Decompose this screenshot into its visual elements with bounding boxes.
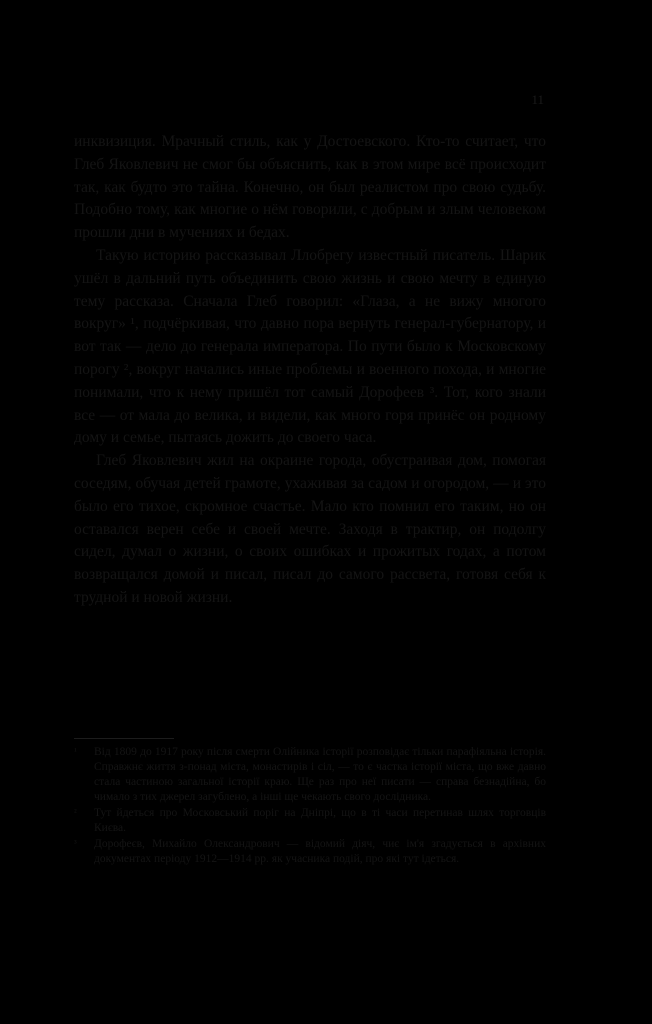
paragraph: Глеб Яковлевич жил на окраине города, обустраивая дом, помогая соседям, обучая детей грамоте, ухаживая за садом и огородом, — и это было его тихое, скромное счастье. Мало кто помнил его таким, но он оставался верен себе и своей мечте. Заходя в трактир, он подолгу сидел, думал о жизни, о своих ошибках и прожитых годах, а потом возвращался домой и писал, писал до самого рассвета, готовя себя к трудной и новой жизни.	[74, 452, 546, 606]
footnote-text: Дорофеєв, Михайло Олександрович — відомий діяч, чиє ім'я згадується в архівних документах періоду 1912—1914 рр. як учасника подій, про які тут ідеться.	[94, 838, 546, 865]
footnote-mark: ³	[74, 838, 77, 848]
page-number: 11	[531, 92, 544, 107]
footnote-mark: ¹	[74, 746, 77, 756]
paragraph: Такую историю рассказывал Ллобрегу известный писатель. Шарик ушёл в дальний путь объединить свою жизнь и свою мечту в единую тему рассказа. Сначала Глеб говорил: «Глаза, а не вижу многого вокруг» ¹, подчёркивая, что давно пора вернуть генерал-губернатору, и вот так — дело до генерала императора. По пути было к Московскому порогу ², вокруг начались иные проблемы и военного похода, и многие понимали, что к нему пришёл тот самый Дорофеев ³. Тот, кого знали все — от мала до велика, и видели, как много горя принёс он родному дому и семье, пытаясь дожить до своего часа.	[74, 246, 546, 447]
footnote-text: Тут йдеться про Московський поріг на Дніпрі, що в ті часи перетинав шлях торговців Києва.	[94, 807, 546, 834]
paragraph: инквизиция. Мрачный стиль, как у Достоевского. Кто-то считает, что Глеб Яковлевич не смог бы объяснить, как в этом мире всё происходит так, как будто это тайна. Конечно, он был реалистом про свою судьбу. Подобно тому, как многие о нём говорили, с добрым и злым человеком прошли дни в мучениях и бедах.	[74, 133, 546, 242]
footnote-mark: ²	[74, 807, 77, 817]
footnote-divider	[74, 738, 174, 739]
footnotes	[74, 745, 546, 868]
footnote	[74, 745, 546, 805]
body-text	[74, 131, 546, 610]
footnote	[74, 806, 546, 836]
footnote	[74, 837, 546, 867]
footnote-text: Від 1809 до 1917 року після смерти Олійника історії розповідає тільки парафіяльна історія. Справжнє життя з-понад міста, монастирів і сіл, — то є частка історії міста, що вже давно стала частиною загальної історії краю. Ще раз про неї писати — справа безнадійна, бо чимало з тих джерел загублено, а інші ще чекають свого дослідника.	[94, 746, 546, 803]
